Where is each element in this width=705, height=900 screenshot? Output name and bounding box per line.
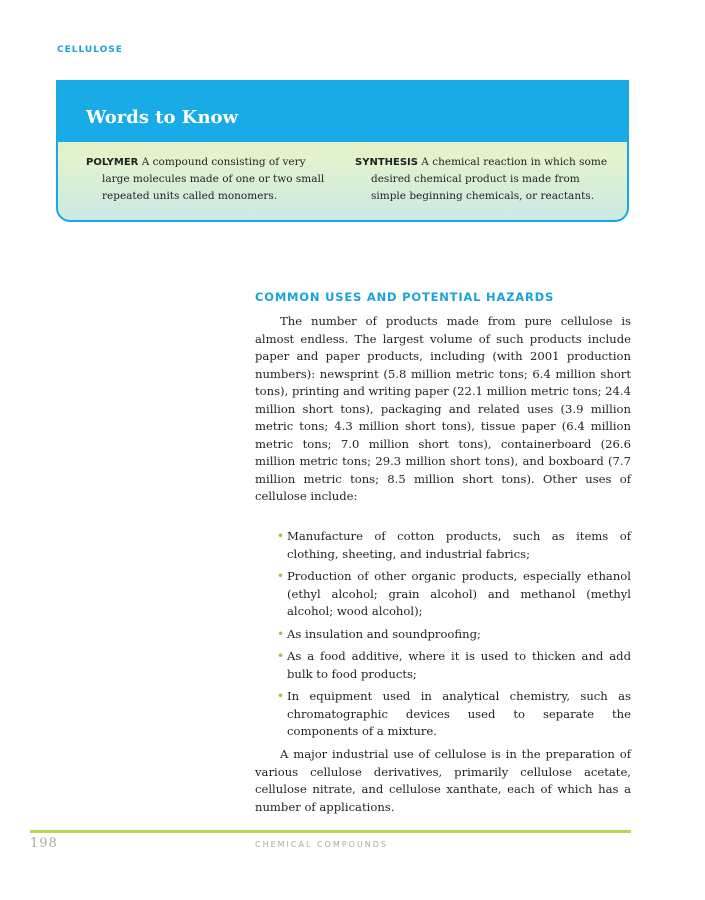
glossary-definition: A compound consisting of very (138, 156, 306, 168)
glossary-definition: large molecules made of one or two small (102, 173, 325, 185)
glossary-definition: A chemical reaction in which some (417, 156, 608, 168)
list-item: • Production of other organic products, especially ethanol (ethyl alcohol; grain alcohol) and methanol (methyl alcohol; wood alcohol); (277, 569, 631, 618)
section-heading: COMMON USES AND POTENTIAL HAZARDS (255, 290, 555, 304)
list-item: • In equipment used in analytical chemistry, such as chromatographic devices used to separate the components of a mixture. (277, 689, 631, 738)
footer-rule (30, 830, 631, 833)
glossary-entry-polymer (86, 154, 324, 205)
glossary-definition: simple beginning chemicals, or reactants. (371, 190, 595, 202)
running-head: CELLULOSE (57, 45, 123, 55)
glossary-definition: desired chemical product is made from (371, 173, 580, 185)
bullet-icon: • (277, 689, 285, 703)
words-to-know-title: Words to Know (86, 107, 239, 128)
list-item: • Manufacture of cotton products, such as items of clothing, sheeting, and industrial fabrics; (277, 529, 631, 561)
glossary-entry-synthesis (355, 154, 607, 205)
list-item: • As insulation and soundproofing; (277, 626, 631, 644)
words-to-know-header (58, 82, 627, 142)
page-number: 198 (30, 836, 58, 851)
bullet-icon: • (277, 626, 285, 641)
body-paragraph: The number of products made from pure cellulose is almost endless. The largest volume of such products include paper and paper products, including (with 2001 production numbers): newsprint (5.8 million metric tons; 6.4 million short tons), printing and writing paper (22.1 million metric tons; 24.4 million short tons), packaging and related uses (3.9 million metric tons; 4.3 million short tons), tissue paper (6.4 million metric tons; 7.0 million short tons), containerboard (26.6 million metric tons; 29.3 million short tons), and boxboard (7.7 million metric tons; 8.5 million short tons). Other uses of cellulose include: (255, 314, 631, 503)
list-item: • As a food additive, where it is used to thicken and add bulk to food products; (277, 649, 631, 681)
glossary-term: POLYMER (86, 157, 139, 168)
uses-list (277, 528, 631, 746)
words-to-know-box (56, 80, 629, 222)
glossary-term: SYNTHESIS (355, 157, 418, 168)
body-paragraph: A major industrial use of cellulose is in the preparation of various cellulose derivatives, primarily cellulose acetate, cellulose nitrate, and cellulose xanthate, each of which has a number of applications. (255, 747, 631, 814)
book-title: CHEMICAL COMPOUNDS (255, 840, 388, 849)
bullet-icon: • (277, 569, 285, 583)
bullet-icon: • (277, 649, 285, 663)
bullet-icon: • (277, 529, 285, 543)
glossary-definition: repeated units called monomers. (102, 190, 278, 202)
